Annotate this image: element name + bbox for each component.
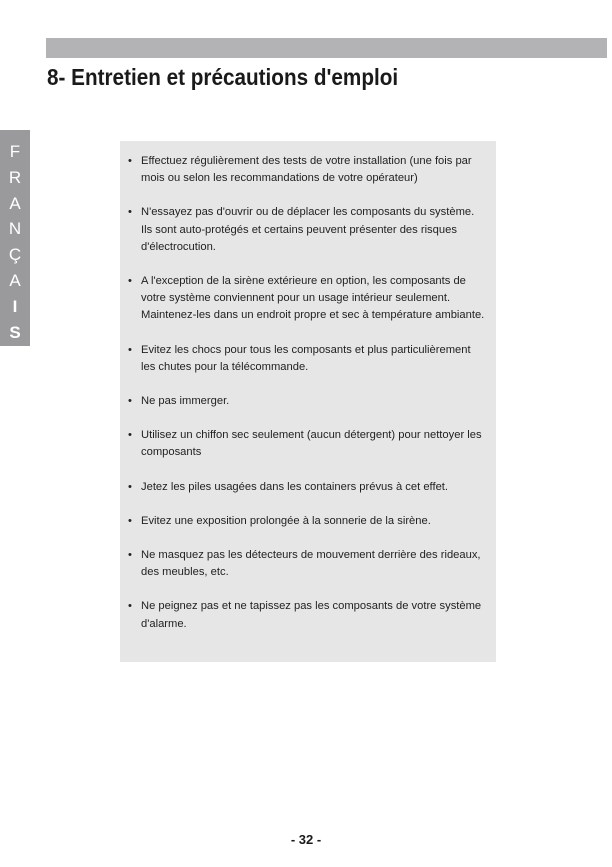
list-item: • Ne pas immerger. xyxy=(128,393,486,410)
language-tab-letter: N xyxy=(8,219,22,239)
language-tab-letter: S xyxy=(9,322,21,342)
language-tab-letter: I xyxy=(12,296,18,316)
language-tab-letter: A xyxy=(9,270,21,290)
list-item: • Ne peignez pas et ne tapissez pas les composants de votre système d'alarme. xyxy=(128,598,486,632)
precautions-list xyxy=(128,153,486,633)
list-item: • Utilisez un chiffon sec seulement (aucun détergent) pour nettoyer les composants xyxy=(128,427,486,461)
list-item: • Ne masquez pas les détecteurs de mouvement derrière des rideaux, des meubles, etc. xyxy=(128,547,486,581)
language-tab-letter: Ç xyxy=(8,245,22,265)
precautions-box xyxy=(120,141,496,662)
page-title: 8- Entretien et précautions d'emploi xyxy=(47,64,399,90)
language-tab-letter: A xyxy=(9,193,21,213)
list-item: • A l'exception de la sirène extérieure en option, les composants de votre système conviennent pour un usage intérieur seulement. Maintenez-les dans un endroit propre et sec à température ambiante. xyxy=(128,273,486,325)
list-item: • Effectuez régulièrement des tests de votre installation (une fois par mois ou selon les recommandations de votre opérateur) xyxy=(128,153,486,187)
list-item: • Evitez une exposition prolongée à la sonnerie de la sirène. xyxy=(128,513,486,530)
language-side-tab xyxy=(0,130,30,346)
page-number: - 32 - xyxy=(290,832,322,847)
language-tab-letter: F xyxy=(9,142,21,161)
list-item: • Jetez les piles usagées dans les containers prévus à cet effet. xyxy=(128,479,486,496)
header-bar xyxy=(46,38,607,58)
language-tab-letter: R xyxy=(8,167,22,187)
list-item: • N'essayez pas d'ouvrir ou de déplacer les composants du système. Ils sont auto-protégés et certains peuvent présenter des risques d'électrocution. xyxy=(128,204,486,256)
list-item: • Evitez les chocs pour tous les composants et plus particulièrement les chutes pour la télécommande. xyxy=(128,342,486,376)
